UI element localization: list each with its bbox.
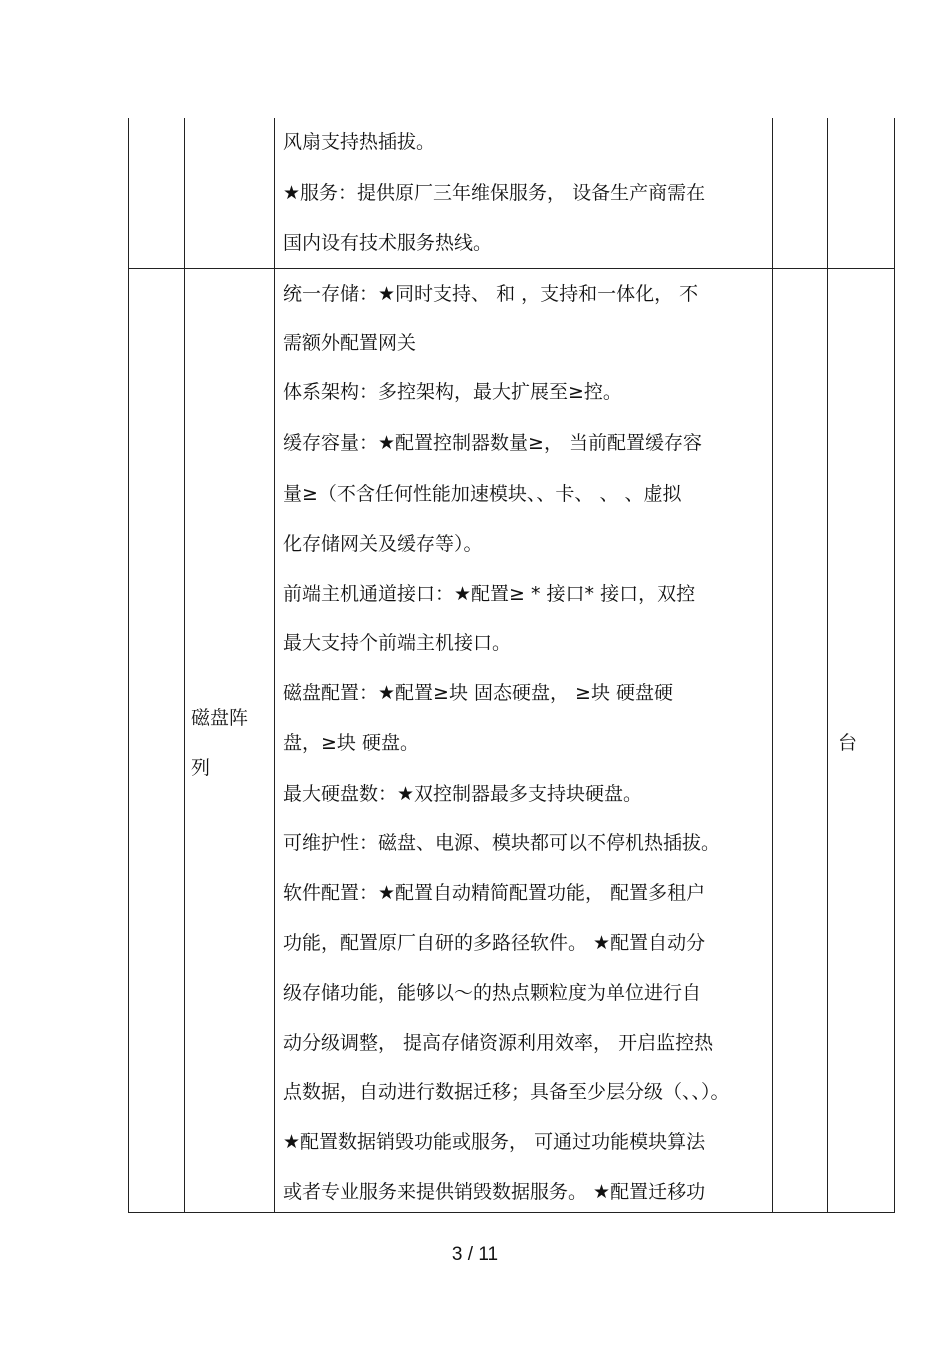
spec-line: 量≥（不含任何性能加速模块、、卡、 、 、虚拟 — [283, 483, 682, 505]
spec-line: 国内设有技术服务热线。 — [283, 232, 493, 254]
spec-line: 级存储功能，能够以～的热点颗粒度为单位进行自 — [283, 982, 702, 1004]
spec-line: 风扇支持热插拔。 — [283, 131, 436, 153]
table-border-right — [894, 118, 895, 1213]
table-row-divider — [128, 268, 895, 269]
spec-line: 体系架构：多控架构，最大扩展至≥控。 — [283, 381, 622, 403]
spec-line: 最大支持个前端主机接口。 — [283, 632, 512, 654]
table-border-col1 — [184, 118, 185, 1213]
spec-line: 或者专业服务来提供销毁数据服务。 ★配置迁移功 — [283, 1181, 706, 1203]
unit-cell: 台 — [838, 732, 858, 754]
table-border-col2 — [274, 118, 275, 1213]
item-name-line: 磁盘阵 — [191, 707, 249, 729]
spec-line: 最大硬盘数：★双控制器最多支持块硬盘。 — [283, 783, 643, 805]
spec-line: 化存储网关及缓存等）。 — [283, 533, 483, 555]
page-number: 3 / 11 — [451, 1244, 499, 1265]
spec-line: 盘，≥块 硬盘。 — [283, 732, 419, 754]
spec-line: 磁盘配置：★配置≥块 固态硬盘， ≥块 硬盘硬 — [283, 682, 673, 704]
spec-line: 需额外配置网关 — [283, 332, 417, 354]
spec-line: 软件配置：★配置自动精简配置功能， 配置多租户 — [283, 882, 706, 904]
spec-line: 前端主机通道接口：★配置≥ * 接口* 接口，双控 — [283, 583, 696, 605]
spec-line: 功能，配置原厂自研的多路径软件。 ★配置自动分 — [283, 932, 706, 954]
spec-line: ★服务：提供原厂三年维保服务， 设备生产商需在 — [283, 182, 706, 204]
spec-line: 点数据，自动进行数据迁移；具备至少层分级（、、）。 — [283, 1081, 730, 1103]
table-border-left — [128, 118, 129, 1213]
spec-line: 统一存储：★同时支持、 和 ，支持和一体化， 不 — [283, 283, 699, 305]
table-border-bottom — [128, 1212, 895, 1213]
spec-line: 可维护性：磁盘、电源、模块都可以不停机热插拔。 — [283, 832, 721, 854]
spec-line: ★配置数据销毁功能或服务， 可通过功能模块算法 — [283, 1131, 706, 1153]
spec-line: 缓存容量：★配置控制器数量≥， 当前配置缓存容 — [283, 432, 702, 454]
table-border-col3 — [772, 118, 773, 1213]
table-border-col4 — [827, 118, 828, 1213]
spec-line: 动分级调整， 提高存储资源利用效率， 开启监控热 — [283, 1032, 714, 1054]
item-name-line: 列 — [191, 757, 211, 779]
